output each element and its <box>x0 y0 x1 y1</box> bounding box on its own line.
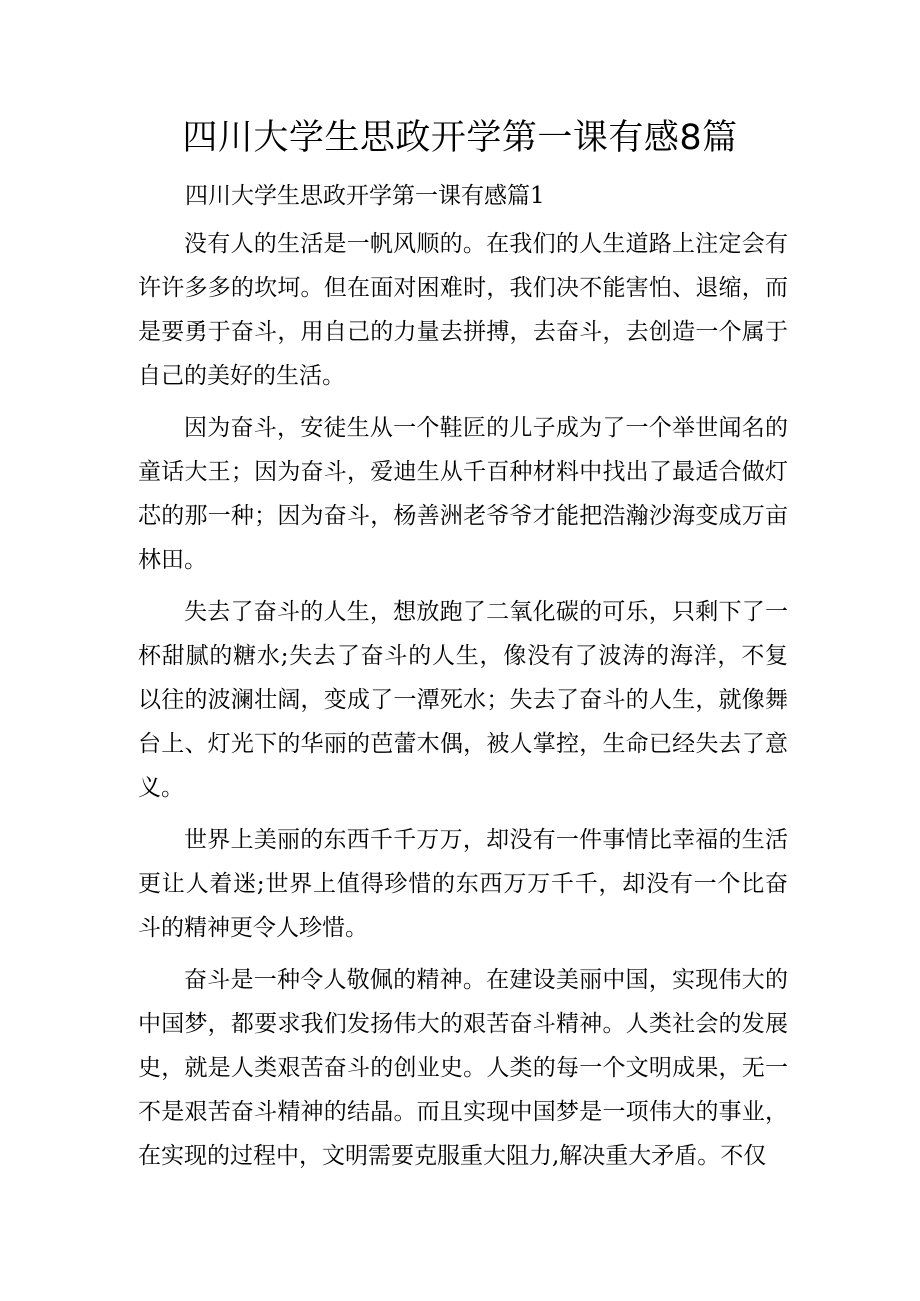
paragraph-2: 因为奋斗，安徒生从一个鞋匠的儿子成为了一个举世闻名的童话大王；因为奋斗，爱迪生从千百种材料中找出了最适合做灯芯的那一种；因为奋斗，杨善洲老爷爷才能把浩瀚沙海变成万亩林田。 <box>138 415 788 573</box>
document-title: 四川大学生思政开学第一课有感8篇 <box>182 118 738 158</box>
paragraph-5: 奋斗是一种令人敬佩的精神。在建设美丽中国，实现伟大的中国梦，都要求我们发扬伟大的艰苦奋斗精神。人类社会的发展史，就是人类艰苦奋斗的创业史。人类的每一个文明成果，无一不是艰苦奋斗精神的结晶。而且实现中国梦是一项伟大的事业，在实现的过程中，文明需要克服重大阻力,解决重大矛盾。不仅 <box>138 967 788 1169</box>
paragraph-3: 失去了奋斗的人生，想放跑了二氧化碳的可乐，只剩下了一杯甜腻的糖水;失去了奋斗的人生，像没有了波涛的海洋，不复以往的波澜壮阔，变成了一潭死水；失去了奋斗的人生，就像舞台上、灯光下的华丽的芭蕾木偶，被人掌控，生命已经失去了意义。 <box>138 599 788 801</box>
paragraph-4: 世界上美丽的东西千千万万，却没有一件事情比幸福的生活更让人着迷;世界上值得珍惜的东西万万千千，却没有一个比奋斗的精神更令人珍惜。 <box>138 827 788 941</box>
section-heading: 四川大学生思政开学第一课有感篇1 <box>185 183 545 209</box>
paragraph-1: 没有人的生活是一帆风顺的。在我们的人生道路上注定会有许许多多的坎坷。但在面对困难时，我们决不能害怕、退缩，而是要勇于奋斗，用自己的力量去拼搏，去奋斗，去创造一个属于自己的美好的生活。 <box>138 231 788 389</box>
document-body <box>138 222 788 1186</box>
